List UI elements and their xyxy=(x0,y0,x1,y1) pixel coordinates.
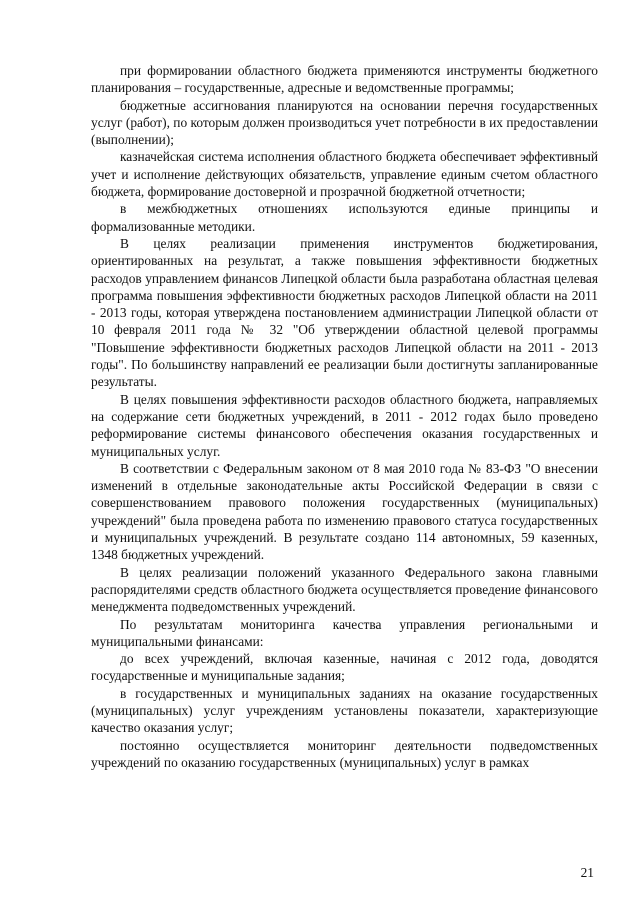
paragraph-quality-indicators: в государственных и муниципальных заданиях на оказание государственных (муниципальных) услуг учреждениям установлены показатели, характеризующие качество оказания услуг; xyxy=(91,685,598,736)
paragraph-budget-allocations: бюджетные ассигнования планируются на основании перечня государственных услуг (работ), по которым должен производиться учет потребности в их предоставлении (выполнении); xyxy=(91,97,598,148)
paragraph-institution-reform: В целях повышения эффективности расходов областного бюджета, направляемых на содержание сети бюджетных учреждений, в 2011 - 2012 годах было проведено реформирование системы финансового обеспечения оказания государственных и муниципальных услуг. xyxy=(91,391,598,459)
paragraph-budget-instruments: при формировании областного бюджета применяются инструменты бюджетного планирования – государственные, адресные и ведомственные программы; xyxy=(91,63,598,96)
paragraph-interbudget-relations: в межбюджетных отношениях используются единые принципы и формализованные методики. xyxy=(91,201,598,234)
paragraph-monitoring-results: По результатам мониторинга качества управления региональными и муниципальными финансами: xyxy=(91,616,598,649)
paragraph-federal-law: В соответствии с Федеральным законом от 8 мая 2010 года № 83-ФЗ "О внесении изменений в отдельные законодательные акты Российской Федерации в связи с совершенствованием правового положения государственных (муниципальных) учреждений" была проведена работа по изменению правового статуса государственных и муниципальных учреждений. В результате создано 114 автономных, 59 казенных, 1348 бюджетных учреждений. xyxy=(91,460,598,563)
paragraph-ongoing-monitoring: постоянно осуществляется мониторинг деятельности подведомственных учреждений по оказанию государственных (муниципальных) услуг в рамках xyxy=(91,737,598,770)
paragraph-treasury-system: казначейская система исполнения областного бюджета обеспечивает эффективный учет и исполнение действующих обязательств, управление единым счетом областного бюджета, формирование достоверной и прозрачной бюджетной отчетности; xyxy=(91,149,598,200)
document-body xyxy=(91,62,598,771)
paragraph-state-assignments: до всех учреждений, включая казенные, начиная с 2012 года, доводятся государственные и муниципальные задания; xyxy=(91,651,598,684)
paragraph-efficiency-program: В целях реализации применения инструментов бюджетирования, ориентированных на результат, а также повышения эффективности бюджетных расходов управлением финансов Липецкой области была разработана областная целевая программа повышения эффективности бюджетных расходов Липецкой области на 2011 - 2013 годы, которая утверждена постановлением администрации Липецкой области от 10 февраля 2011 года № 32 "Об утверждении областной целевой программы "Повышение эффективности бюджетных расходов Липецкой области на 2011 - 2013 годы". По большинству направлений ее реализации были достигнуты запланированные результаты. xyxy=(91,235,598,390)
paragraph-financial-management: В целях реализации положений указанного Федерального закона главными распорядителями средств областного бюджета осуществляется проведение финансового менеджмента подведомственных учреждений. xyxy=(91,564,598,615)
page-number: 21 xyxy=(580,865,594,880)
